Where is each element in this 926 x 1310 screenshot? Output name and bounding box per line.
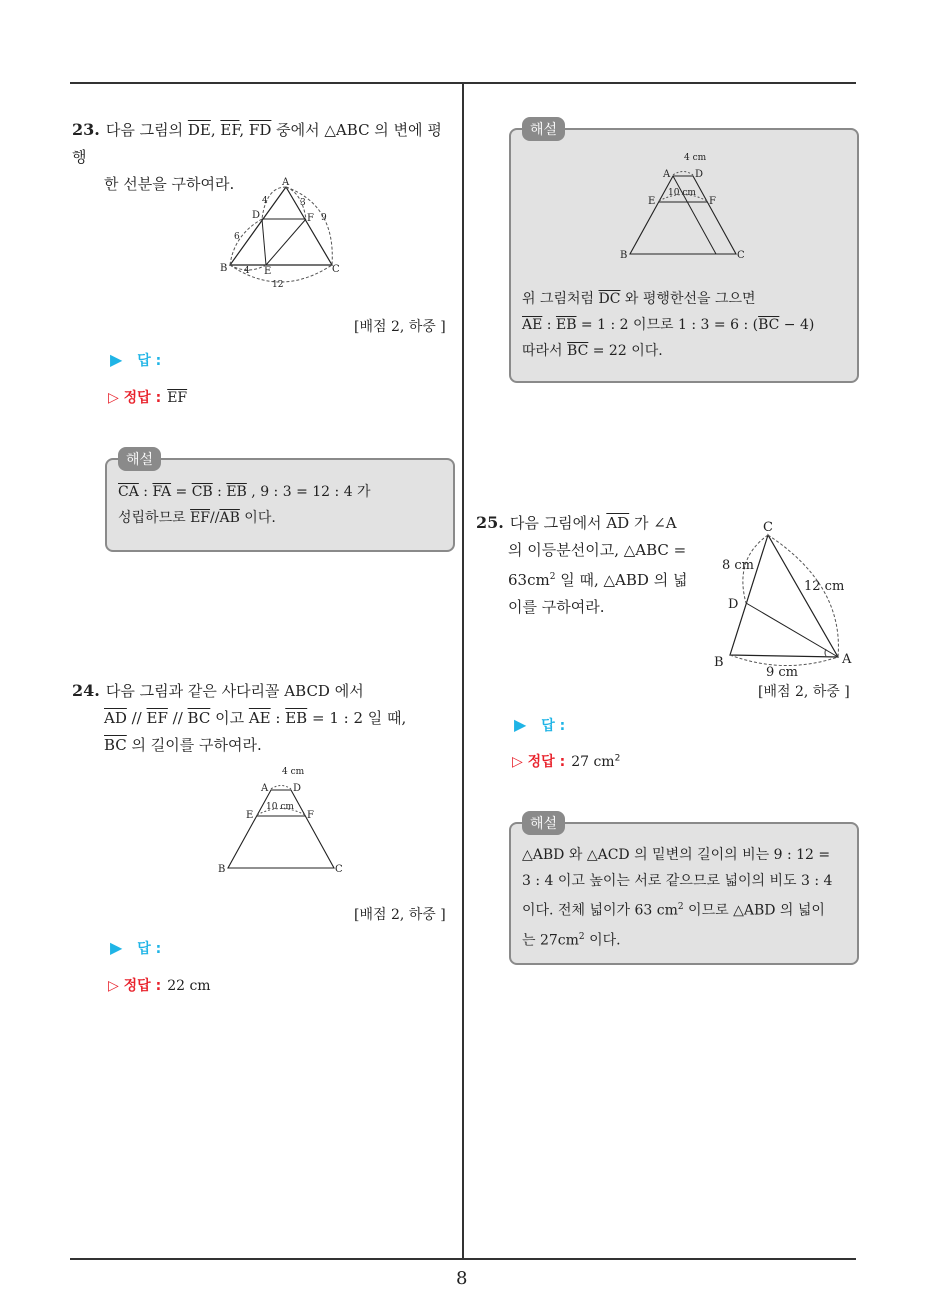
outline-play-icon: ▷: [512, 754, 523, 770]
q23-fig-len-9: 9: [321, 213, 327, 223]
q25-correct-label: 정답 :: [527, 754, 566, 770]
q24-fig-label-b: B: [218, 864, 226, 875]
q24-correct-value: 22 cm: [167, 978, 211, 994]
segment-fd: $\overline{FD}$: [248, 121, 272, 139]
q23-fig-label-b: B: [220, 263, 228, 274]
q25-explain-text: △ABD 와 △ACD 의 밑변의 길이의 비는 9 : 12 = 3 : 4 이고 높이는 서로 같으므로 넓이의 비도 3 : 4 이다. 전체 넓이가 63 $cm^2$ 이므로 △ABD 의 넓이 는 $27cm^2$ 이다.: [522, 847, 833, 949]
q23-fig-label-d: D: [252, 210, 261, 221]
q24-fig-label-f: F: [307, 810, 314, 821]
q24-figure: [210, 762, 360, 880]
q25-correct-value: 27 cm: [571, 754, 615, 770]
q24e-fig-label-c: C: [737, 250, 745, 261]
q25-fig-label-a: A: [842, 652, 852, 667]
q24-fig-label-a: A: [261, 783, 269, 794]
q23-number: 23.: [72, 120, 100, 139]
q24-explain-tag: 해설: [522, 117, 565, 141]
q24-correct-row: [108, 975, 211, 995]
q25-number: 25.: [476, 513, 504, 532]
q23-figure: [210, 175, 350, 290]
q25-fig-len-9: 9 cm: [766, 665, 799, 680]
q24-answer-row: [110, 938, 161, 958]
q24e-fig-label-a: A: [663, 169, 671, 180]
q25-fig-label-d: D: [728, 597, 739, 612]
q24-fig-top: 4 cm: [282, 767, 305, 777]
q23-question: 23. 다음 그림의 $\overline{DE}$, $\overline{EF}$, $\overline{FD}$ 중에서 △ABC 의 변에 평행 한 선분을 구하여라.: [72, 120, 442, 193]
q24e-fig-label-b: B: [620, 250, 628, 261]
q23-fig-label-e: E: [264, 266, 272, 277]
q23-fig-label-c: C: [332, 264, 340, 275]
q24-score: [배점 2, 하중 ]: [354, 907, 446, 923]
q24-fig-mid: 10 cm: [266, 802, 294, 812]
q24-fig-label-d: D: [293, 783, 302, 794]
q24-question: 24. 다음 그림과 같은 사다리꼴 ABCD 에서 $\overline{AD} // \overline{EF} // \overline{BC}$ 이고 $\overline{AE}$ : $\overline{EB} = 1$ : 2 일 때, $\overline{BC}$ 의 길이를 구하여라.: [72, 681, 407, 754]
segment-de: $\overline{DE}$: [187, 121, 211, 139]
q23-fig-label-a: A: [282, 177, 290, 188]
q23-correct-label: 정답 :: [123, 390, 162, 406]
outline-play-icon: ▷: [108, 978, 119, 994]
play-icon: ▶: [514, 715, 527, 734]
q24-correct-label: 정답 :: [123, 978, 162, 994]
q23-fig-len-4a: 4: [262, 196, 268, 206]
q24-explain-figure: [612, 148, 762, 266]
column-divider: [462, 84, 464, 1260]
q23-explain-text: $\overline{CA}$ : $\overline{FA} = \overline{CB}$ : $\overline{EB}$ , 9 : 3 = 12 : 4 가 성립하므로 $\overline{EF}//\overline{AB}$ 이다.: [118, 484, 371, 526]
q23-correct-value: $\overline{EF}$: [167, 390, 188, 406]
q24-answer-label: 답 :: [137, 941, 162, 957]
q25-answer-label: 답 :: [541, 718, 566, 734]
play-icon: ▶: [110, 938, 123, 957]
page-number: 8: [456, 1268, 468, 1289]
q25-fig-label-b: B: [714, 655, 724, 670]
q24e-fig-mid: 10 cm: [668, 188, 696, 198]
q23-score: [배점 2, 하중 ]: [354, 319, 446, 335]
q25-figure: [708, 515, 860, 680]
q24e-fig-label-d: D: [695, 169, 704, 180]
q24-number: 24.: [72, 681, 100, 700]
q23-explain-tag: 해설: [118, 447, 161, 471]
q24-fig-label-c: C: [335, 864, 343, 875]
q23-fig-len-12: 12: [272, 280, 284, 290]
q23-fig-len-6: 6: [234, 232, 240, 242]
q25-fig-len-8: 8 cm: [722, 558, 755, 573]
q25-score: [배점 2, 하중 ]: [758, 684, 850, 700]
segment-ef: $\overline{EF}$: [220, 121, 240, 139]
q25-correct-row: ▷ 정답 : 27 $cm^2$: [512, 753, 621, 770]
q25-explain-tag: 해설: [522, 811, 565, 835]
q23-fig-len-4b: 4: [244, 266, 250, 276]
q23-fig-label-f: F: [307, 213, 314, 224]
q24e-fig-label-f: F: [709, 196, 716, 207]
q23-answer-row: [110, 350, 161, 370]
play-icon: ▶: [110, 350, 123, 369]
q24-fig-label-e: E: [246, 810, 254, 821]
q25-fig-len-12: 12 cm: [804, 579, 845, 594]
q23-answer-label: 답 :: [137, 353, 162, 369]
bottom-rule: [70, 1258, 856, 1260]
q25-fig-label-c: C: [763, 520, 773, 535]
q23-fig-len-3: 3: [300, 198, 306, 208]
q24e-fig-top: 4 cm: [684, 153, 707, 163]
q24e-fig-label-e: E: [648, 196, 656, 207]
q24-explain-text: 위 그림처럼 $\overline{DC}$ 와 평행한선을 그으면 $\overline{AE}$ : $\overline{EB} = 1$ : 2 이므로 1 : 3 = 6 : $(\overline{BC} - 4)$ 따라서 $\overline{BC} = 22$ 이다.: [522, 291, 815, 359]
q25-answer-row: [514, 715, 565, 735]
outline-play-icon: ▷: [108, 390, 119, 406]
q23-correct-row: [108, 387, 187, 407]
q25-question: 25. 다음 그림에서 $\overline{AD}$ 가 ∠A 의 이등분선이고, △ABC = $63cm^2$ 일 때, △ABD 의 넓 이를 구하여라.: [476, 513, 688, 616]
